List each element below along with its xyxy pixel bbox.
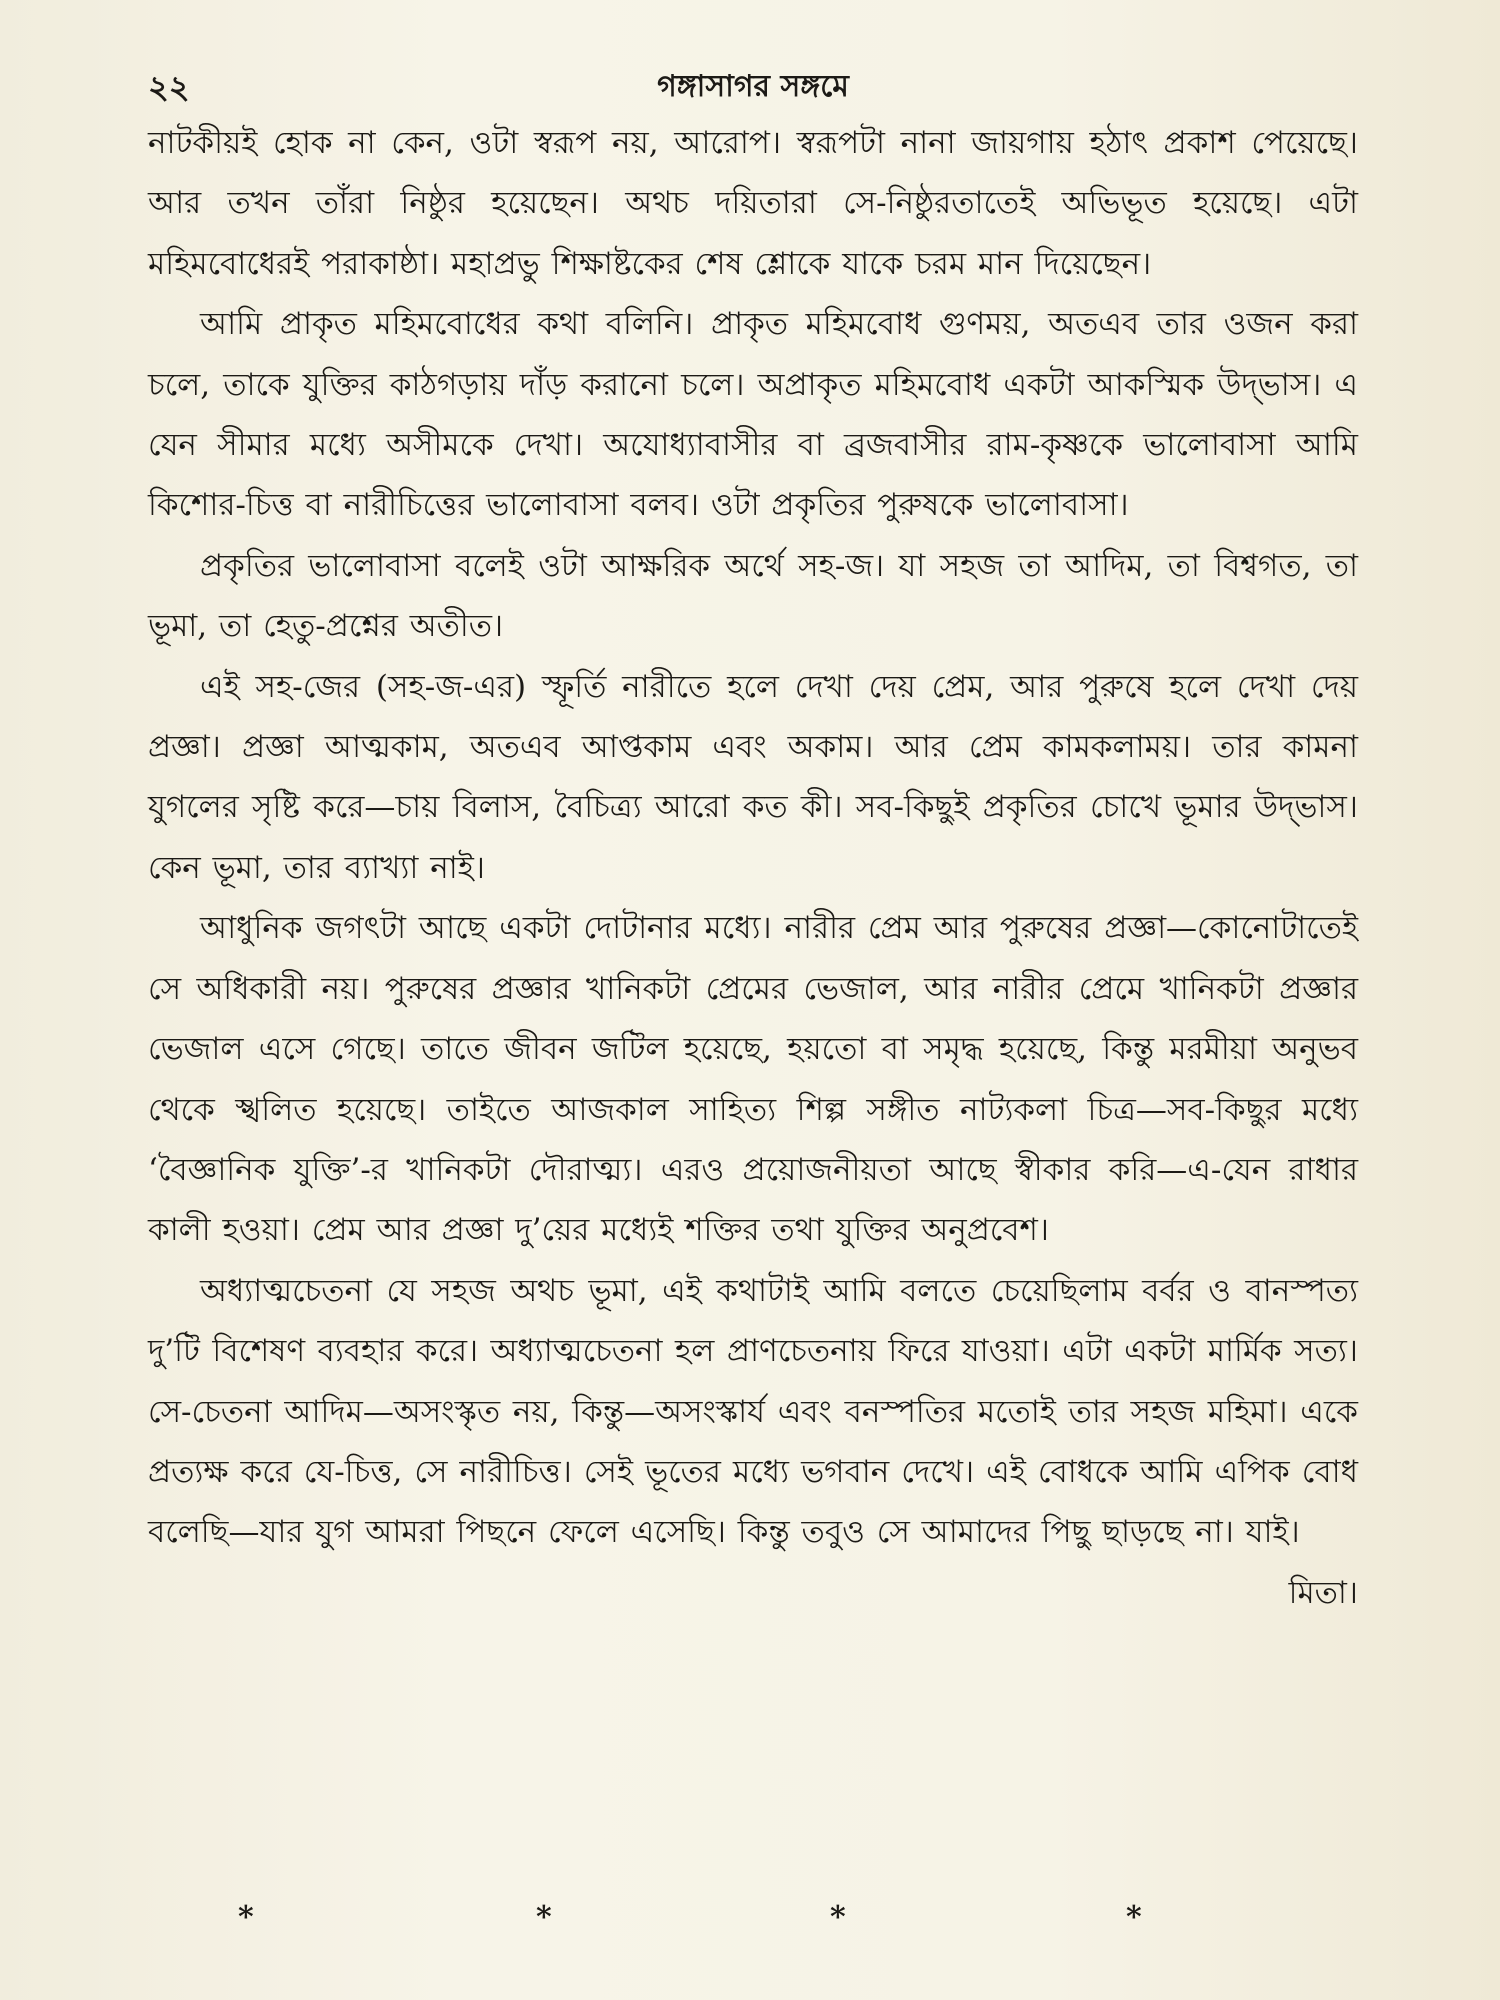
separator-star: * xyxy=(830,1900,846,1935)
section-separator xyxy=(148,1900,1358,1940)
paragraph: নাটকীয়ই হোক না কেন, ওটা স্বরূপ নয়, আরোপ। স্বরূপটা নানা জায়গায় হঠাৎ প্রকাশ পেয়েছে। আর তখন তাঁরা নিষ্ঠুর হয়েছেন। অথচ দয়িতারা সে-নিষ্ঠুরতাতেই অভিভূত হয়েছে। এটা মহিমবোধেরই পরাকাষ্ঠা। মহাপ্রভু শিক্ষাষ্টকের শেষ শ্লোকে যাকে চরম মান দিয়েছেন। xyxy=(148,125,1358,282)
paragraph: আধুনিক জগৎটা আছে একটা দোটানার মধ্যে। নারীর প্রেম আর পুরুষের প্রজ্ঞা—কোনোটাতেই সে অধিকারী নয়। পুরুষের প্রজ্ঞার খানিকটা প্রেমের ভেজাল, আর নারীর প্রেমে খানিকটা প্রজ্ঞার ভেজাল এসে গেছে। তাতে জীবন জটিল হয়েছে, হয়তো বা সমৃদ্ধ হয়েছে, কিন্তু মরমীয়া অনুভব থেকে স্খলিত হয়েছে। তাইতে আজকাল সাহিত্য শিল্প সঙ্গীত নাট্যকলা চিত্র—সব-কিছুর মধ্যে ‘বৈজ্ঞানিক যুক্তি’-র খানিকটা দৌরাত্ম্য। এরও প্রয়োজনীয়তা আছে স্বীকার করি—এ-যেন রাধার কালী হওয়া। প্রেম আর প্রজ্ঞা দু’য়ের মধ্যেই শক্তির তথা যুক্তির অনুপ্রবেশ। xyxy=(148,910,1358,1249)
paragraph: প্রকৃতির ভালোবাসা বলেই ওটা আক্ষরিক অর্থে সহ-জ। যা সহজ তা আদিম, তা বিশ্বগত, তা ভূমা, তা হেতু-প্রশ্নের অতীত। xyxy=(148,547,1358,645)
separator-star: * xyxy=(238,1900,254,1935)
body-text xyxy=(148,113,1358,1623)
separator-star: * xyxy=(536,1900,552,1935)
running-title: গঙ্গাসাগর সঙ্গমে xyxy=(657,69,849,104)
paragraph: এই সহ-জের (সহ-জ-এর) স্ফূর্তি নারীতে হলে দেখা দেয় প্রেম, আর পুরুষে হলে দেখা দেয় প্রজ্ঞা। প্রজ্ঞা আত্মকাম, অতএব আপ্তকাম এবং অকাম। আর প্রেম কামকলাময়। তার কামনা যুগলের সৃষ্টি করে—চায় বিলাস, বৈচিত্র্য আরো কত কী। সব-কিছুই প্রকৃতির চোখে ভূমার উদ্‌ভাস। কেন ভূমা, তার ব্যাখ্যা নাই। xyxy=(148,668,1358,886)
paragraph: অধ্যাত্মচেতনা যে সহজ অথচ ভূমা, এই কথাটাই আমি বলতে চেয়েছিলাম বর্বর ও বানস্পত্য দু’টি বিশেষণ ব্যবহার করে। অধ্যাত্মচেতনা হল প্রাণচেতনায় ফিরে যাওয়া। এটা একটা মার্মিক সত্য। সে-চেতনা আদিম—অসংস্কৃত নয়, কিন্তু—অসংস্কার্য এবং বনস্পতির মতোই তার সহজ মহিমা। একে প্রত্যক্ষ করে যে-চিত্ত, সে নারীচিত্ত। সেই ভূতের মধ্যে ভগবান দেখে। এই বোধকে আমি এপিক বোধ বলেছি—যার যুগ আমরা পিছনে ফেলে এসেছি। কিন্তু তবুও সে আমাদের পিছু ছাড়ছে না। যাই। xyxy=(148,1272,1358,1551)
separator-star: * xyxy=(1126,1900,1142,1935)
signature: মিতা। xyxy=(1288,1574,1358,1611)
page-number: ২২ xyxy=(148,68,190,106)
page-header xyxy=(148,62,1358,112)
paragraph: আমি প্রাকৃত মহিমবোধের কথা বলিনি। প্রাকৃত মহিমবোধ গুণময়, অতএব তার ওজন করা চলে, তাকে যুক্তির কাঠগড়ায় দাঁড় করানো চলে। অপ্রাকৃত মহিমবোধ একটা আকস্মিক উদ্‌ভাস। এ যেন সীমার মধ্যে অসীমকে দেখা। অযোধ্যাবাসীর বা ব্রজবাসীর রাম-কৃষ্ণকে ভালোবাসা আমি কিশোর-চিত্ত বা নারীচিত্তের ভালোবাসা বলব। ওটা প্রকৃতির পুরুষকে ভালোবাসা। xyxy=(148,306,1358,524)
